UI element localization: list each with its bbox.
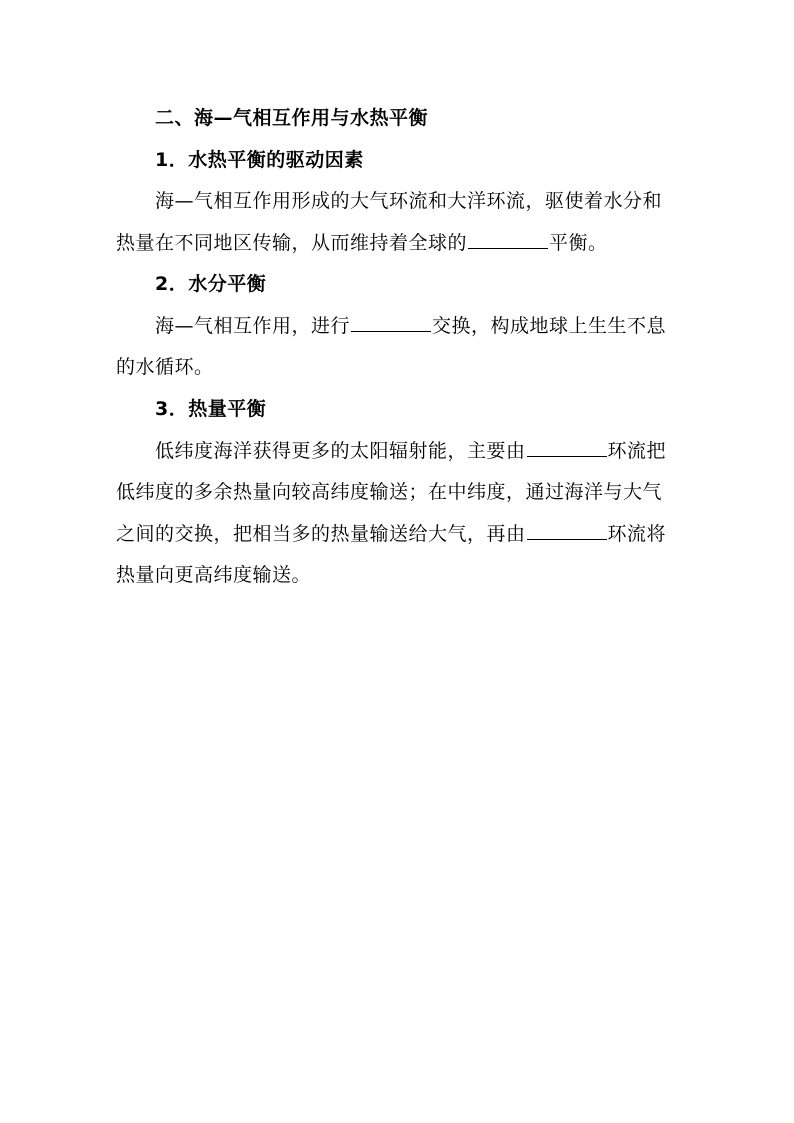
paragraph-3-text-before-blank-1: 低纬度海洋获得更多的太阳辐射能，主要由 bbox=[155, 440, 526, 462]
paragraph-1-text-before-blank: 热量在不同地区传输，从而维持着全球的 bbox=[116, 232, 468, 254]
paragraph-3-text-before-blank-2: 之间的交换，把相当多的热量输送给大气，再由 bbox=[116, 523, 526, 545]
paragraph-2-text-after-blank: 交换，构成地球上生生不息 bbox=[432, 315, 667, 337]
paragraph-1-text-after-blank: 平衡。 bbox=[549, 232, 608, 254]
paragraph-2-line-1 bbox=[155, 314, 666, 338]
section-title: 二、海—气相互作用与水热平衡 bbox=[155, 107, 429, 129]
subsection-2-heading: 2．水分平衡 bbox=[155, 273, 267, 295]
paragraph-2-line-2: 的水循环。 bbox=[116, 356, 214, 378]
subsection-1-heading: 1．水热平衡的驱动因素 bbox=[155, 149, 364, 171]
fill-in-blank-2[interactable] bbox=[351, 315, 431, 332]
subsection-3-heading: 3．热量平衡 bbox=[155, 398, 267, 420]
fill-in-blank-1[interactable] bbox=[468, 232, 548, 249]
fill-in-blank-4[interactable] bbox=[527, 523, 607, 540]
paragraph-3-line-4: 热量向更高纬度输送。 bbox=[116, 564, 312, 586]
paragraph-3-line-2: 低纬度的多余热量向较高纬度输送；在中纬度，通过海洋与大气 bbox=[116, 481, 663, 503]
paragraph-2-text-before-blank: 海—气相互作用，进行 bbox=[155, 315, 351, 337]
paragraph-1-line-1: 海—气相互作用形成的大气环流和大洋环流，驱使着水分和 bbox=[155, 190, 663, 212]
paragraph-3-line-1 bbox=[155, 439, 666, 463]
paragraph-3-text-after-blank-2: 环流将 bbox=[607, 523, 667, 545]
paragraph-3-text-after-blank-1: 环流把 bbox=[607, 440, 667, 462]
paragraph-3-line-3 bbox=[116, 522, 666, 546]
fill-in-blank-3[interactable] bbox=[527, 440, 607, 457]
paragraph-1-line-2 bbox=[116, 231, 608, 255]
